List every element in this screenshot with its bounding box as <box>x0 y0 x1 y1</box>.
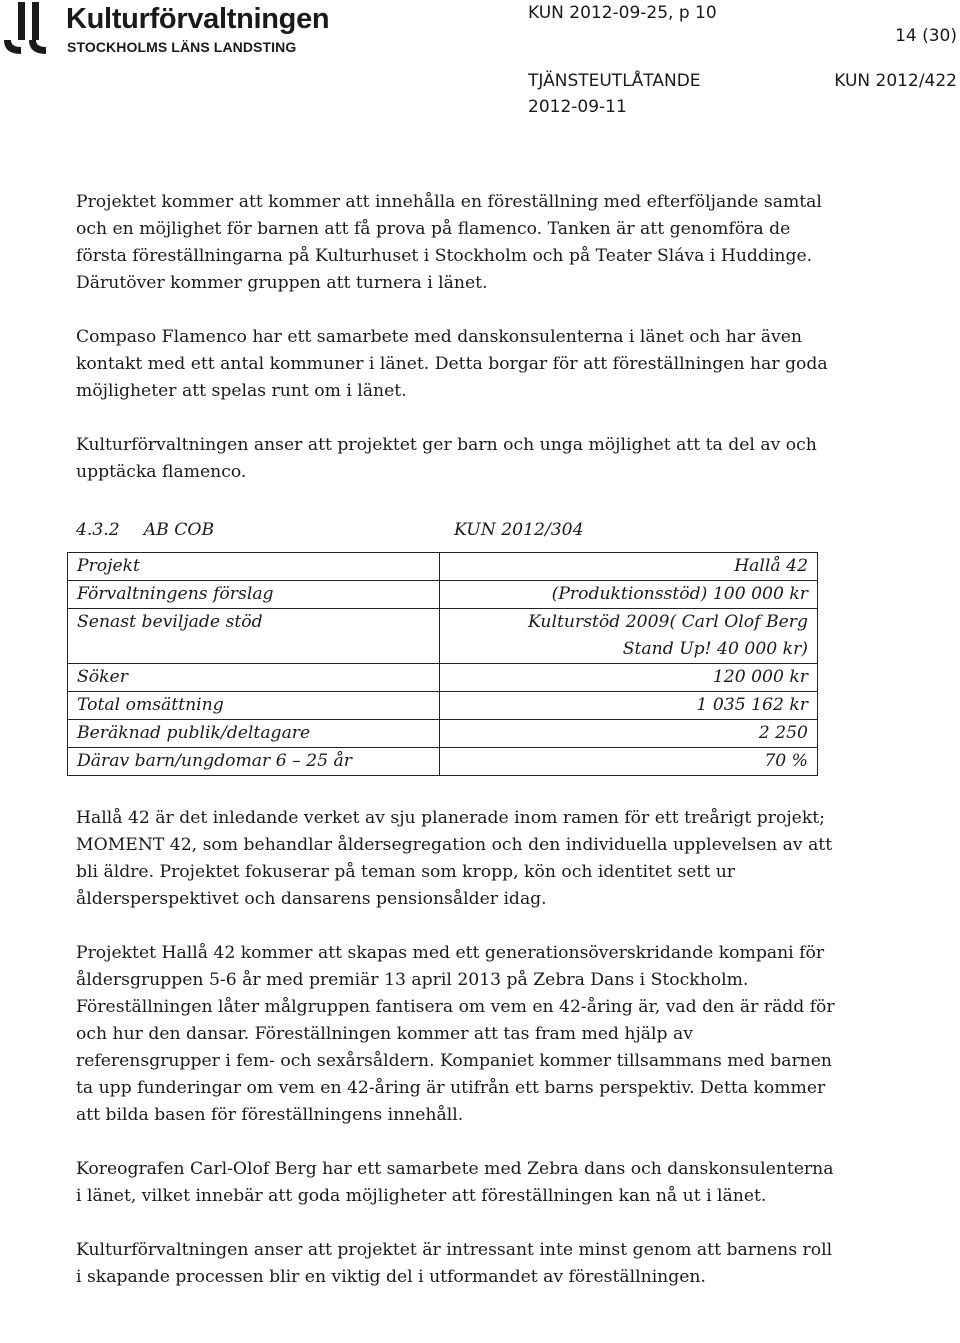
table-row <box>68 748 818 776</box>
paragraph: Projektet kommer att kommer att innehålla en föreställning med efterföljande samtal och en möjlighet för barnen att få prova på flamenco. Tanken är att genomföra de första föreställningarna på Kulturhuset i Stockholm och på Teater Sláva i Huddinge. Därutöver kommer gruppen att turnera i länet. <box>76 192 822 293</box>
org-name: Kulturförvaltningen <box>66 3 330 35</box>
paragraph: Koreografen Carl-Olof Berg har ett samarbete med Zebra dans och danskonsulenterna i länet, vilket innebär att goda möjligheter att föreställningen kan nå ut i länet. <box>76 1159 834 1206</box>
paragraph: Compaso Flamenco har ett samarbete med danskonsulenterna i länet och har även kontakt med ett antal kommuner i länet. Detta borgar för att föreställningen har goda möjligheter att spelas runt om i länet. <box>76 327 828 401</box>
table-cell-label: Senast beviljade stöd <box>68 609 440 664</box>
table-cell-label: Projekt <box>68 553 440 581</box>
table-cell-value: 1 035 162 kr <box>440 692 818 720</box>
org-subtitle: STOCKHOLMS LÄNS LANDSTING <box>67 39 297 55</box>
section-reference: KUN 2012/304 <box>454 520 584 540</box>
paragraph: Kulturförvaltningen anser att projektet är intressant inte minst genom att barnens roll i skapande processen blir en viktig del i utformandet av föreställningen. <box>76 1240 833 1287</box>
section-number: 4.3.2 <box>76 520 120 540</box>
table-cell-value: Kulturstöd 2009( Carl Olof Berg Stand Up! 40 000 kr) <box>440 609 818 664</box>
section-heading <box>76 520 584 540</box>
table-cell-value: Hallå 42 <box>440 553 818 581</box>
table-row <box>68 581 818 609</box>
table-cell-label: Därav barn/ungdomar 6 – 25 år <box>68 748 440 776</box>
document-type: TJÄNSTEUTLÅTANDE <box>528 71 701 91</box>
document-reference: KUN 2012/422 <box>834 71 957 91</box>
org-logo <box>2 2 382 58</box>
logo-mark-icon <box>2 2 62 56</box>
section-applicant: AB COB <box>143 520 215 540</box>
table-row <box>68 664 818 692</box>
table-cell-label: Beräknad publik/deltagare <box>68 720 440 748</box>
page-number: 14 (30) <box>895 26 957 46</box>
facts-table <box>67 552 818 776</box>
table-cell-label: Söker <box>68 664 440 692</box>
paragraph: Projektet Hallå 42 kommer att skapas med ett generationsöverskridande kompani för åldersgruppen 5-6 år med premiär 13 april 2013 på Zebra Dans i Stockholm. Föreställningen låter målgruppen fantisera om vem en 42-åring är, vad den är rädd för och hur den dansar. Föreställningen kommer att tas fram med hjälp av referensgrupper i fem- och sexårsåldern. Kompaniet kommer tillsammans med barnen ta upp funderingar om vem en 42-åring är utifrån ett barns perspektiv. Detta kommer att bilda basen för föreställningens innehåll. <box>76 943 835 1125</box>
paragraph: Kulturförvaltningen anser att projektet ger barn och unga möjlighet att ta del av och upptäcka flamenco. <box>76 435 817 482</box>
table-row <box>68 720 818 748</box>
meeting-reference: KUN 2012-09-25, p 10 <box>528 3 717 23</box>
paragraph: Hallå 42 är det inledande verket av sju planerade inom ramen för ett treårigt projekt; MOMENT 42, som behandlar åldersegregation och den individuella upplevelsen av att bli äldre. Projektet fokuserar på teman som kropp, kön och identitet sett ur åldersperspektivet och dansarens pensionsålder idag. <box>76 808 833 909</box>
table-row <box>68 609 818 664</box>
table-cell-label: Total omsättning <box>68 692 440 720</box>
table-cell-label: Förvaltningens förslag <box>68 581 440 609</box>
body-bottom <box>76 805 836 1291</box>
table-cell-value: 70 % <box>440 748 818 776</box>
body-top <box>76 189 836 486</box>
table-cell-value: 2 250 <box>440 720 818 748</box>
table-row <box>68 553 818 581</box>
table-cell-value: (Produktionsstöd) 100 000 kr <box>440 581 818 609</box>
table-cell-value: 120 000 kr <box>440 664 818 692</box>
document-date: 2012-09-11 <box>528 97 627 117</box>
table-row <box>68 692 818 720</box>
